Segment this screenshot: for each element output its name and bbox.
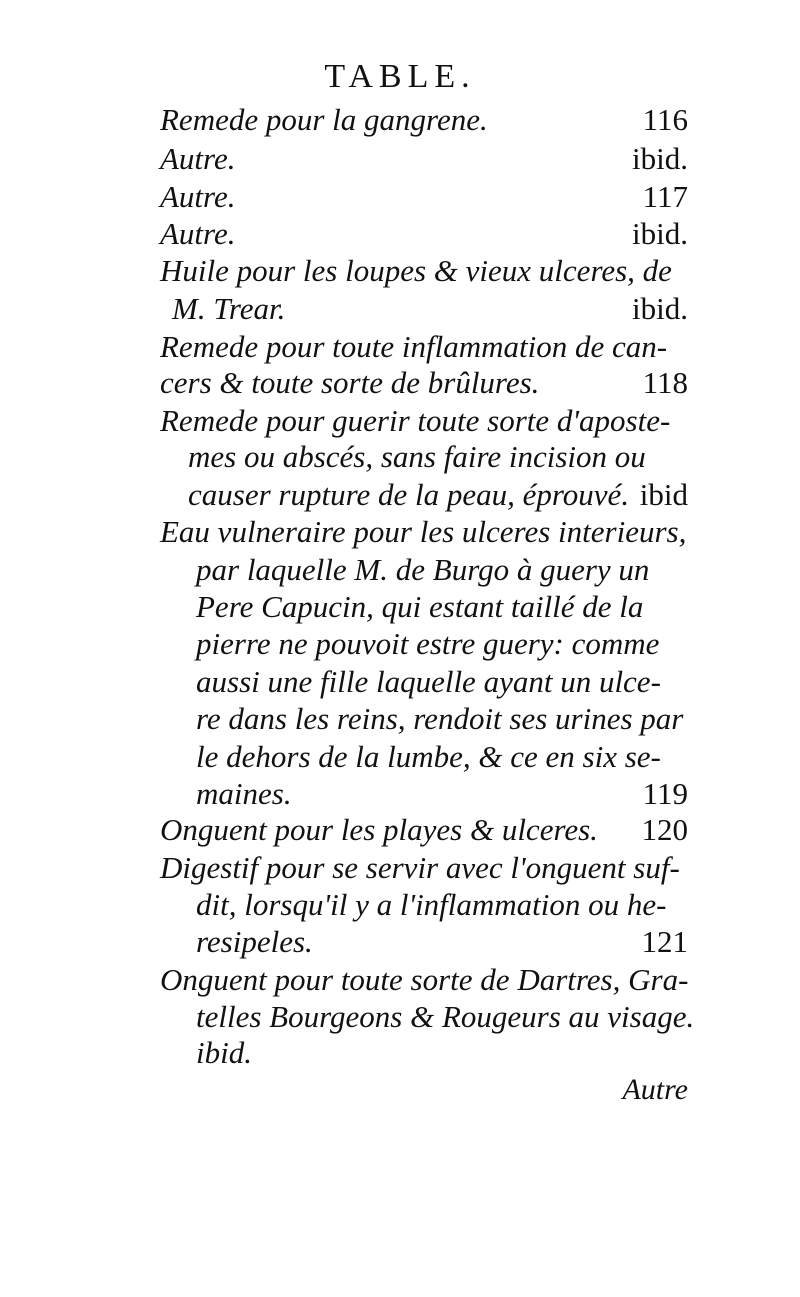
page-number: 120 xyxy=(641,812,688,847)
entry-line xyxy=(160,963,688,997)
entry-text: cers & toute sorte de brûlures. xyxy=(160,365,540,400)
entry-line xyxy=(196,777,688,811)
entry-text: M. Trear. xyxy=(172,291,286,326)
entry-text: ibid. xyxy=(196,1035,252,1070)
entry-text: Huile pour les loupes & vieux ulceres, de xyxy=(160,253,672,288)
entry-line xyxy=(196,627,688,661)
entry-text: resipeles. xyxy=(196,924,313,959)
entry-line xyxy=(188,440,688,474)
page-number: ibid. xyxy=(632,141,688,176)
catchword: Autre xyxy=(622,1073,688,1106)
entry-text: maines. xyxy=(196,776,292,811)
entry-line xyxy=(172,292,688,326)
entry-line xyxy=(160,366,688,400)
entry-line xyxy=(196,702,688,736)
page-number: 119 xyxy=(642,776,688,811)
entry-line xyxy=(196,888,688,922)
page-number: 121 xyxy=(641,924,688,959)
page-number: 116 xyxy=(642,102,688,137)
page-number: 118 xyxy=(642,365,688,400)
entry-text: le dehors de la lumbe, & ce en six se- xyxy=(196,739,661,774)
entry-text: Onguent pour les playes & ulceres. xyxy=(160,812,598,847)
entry-text: Digestif pour se servir avec l'onguent suf- xyxy=(160,850,680,885)
entry-line xyxy=(160,217,688,251)
entry-line xyxy=(196,553,688,587)
running-header: TABLE. xyxy=(324,58,476,95)
entry-line xyxy=(160,103,688,137)
entry-text: Autre. xyxy=(160,179,236,214)
entry-text: causer rupture de la peau, éprouvé. xyxy=(188,477,630,512)
entry-text: Remede pour guerir toute sorte d'aposte- xyxy=(160,403,671,438)
entry-text: Autre. xyxy=(160,216,236,251)
entry-line xyxy=(196,665,688,699)
page-number: ibid xyxy=(639,477,688,512)
entry-text: Autre. xyxy=(160,141,236,176)
entry-text: Remede pour toute inflammation de can- xyxy=(160,329,668,364)
entry-line xyxy=(196,590,688,624)
page-number: ibid. xyxy=(632,216,688,251)
entry-text: mes ou abscés, sans faire incision ou xyxy=(188,439,646,474)
entry-text: aussi une fille laquelle ayant un ulce- xyxy=(196,664,661,699)
entry-text: Onguent pour toute sorte de Dartres, Gra- xyxy=(160,962,689,997)
entry-text: pierre ne pouvoit estre guery: comme xyxy=(196,626,660,661)
entry-line xyxy=(160,254,688,288)
entry-text: Eau vulneraire pour les ulceres interieurs, xyxy=(160,514,687,549)
entry-text: dit, lorsqu'il y a l'inflammation ou he- xyxy=(196,887,667,922)
entry-text: par laquelle M. de Burgo à guery un xyxy=(196,552,650,587)
entry-line xyxy=(196,740,688,774)
entry-line xyxy=(188,478,688,512)
entry-line xyxy=(160,515,688,549)
entry-text: Pere Capucin, qui estant taillé de la xyxy=(196,589,644,624)
entry-line xyxy=(160,813,688,847)
page-number: 117 xyxy=(642,179,688,214)
entry-text: re dans les reins, rendoit ses urines par xyxy=(196,701,684,736)
entry-line xyxy=(196,1036,688,1070)
entry-line xyxy=(160,142,688,176)
entry-text: telles Bourgeons & Rougeurs au visage. xyxy=(196,999,695,1034)
entry-line xyxy=(196,999,695,1034)
entry-line xyxy=(160,404,688,438)
entry-line xyxy=(160,851,688,885)
entry-text: Remede pour la gangrene. xyxy=(160,102,488,137)
page-number: ibid. xyxy=(632,291,688,326)
entry-line xyxy=(160,330,688,364)
entry-line xyxy=(196,925,688,959)
entry-line xyxy=(160,180,688,214)
